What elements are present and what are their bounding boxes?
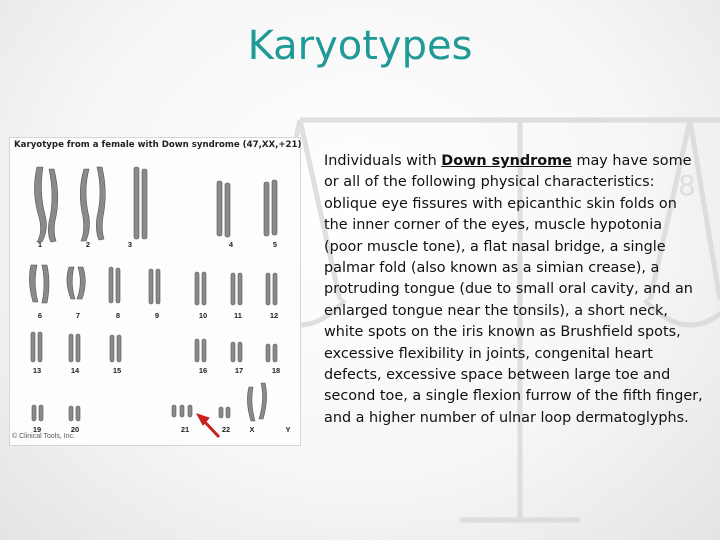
chromosome-label: 18 (271, 366, 281, 375)
karyotype-chromosomes (9, 137, 302, 444)
chromosome-label: 9 (154, 311, 160, 320)
chromosome-label: 22 (221, 425, 231, 434)
down-syndrome-term: Down syndrome (441, 153, 572, 169)
copyright-notice: © Clinical Tools, Inc. (12, 433, 75, 440)
body-description: may have some or all of the following physical characteristics: oblique eye fissures with epicanthic skin folds on the inner corner of the eyes, muscle hypotonia (poor muscle tone), a flat nasal bridge, a single palmar fold (also known as a simian crease), a protruding tongue (due to small oral cavity, and an enlarged tongue near the tonsils), a short neck, white spots on the iris known as Brushfield spots, excessive flexibility in joints, congenital heart defects, excessive space between large toe and second toe, a single flexion furrow of the fifth finger, and a higher number of ulnar loop dermatoglyphs. (324, 153, 703, 426)
chromosome-label: 14 (70, 366, 80, 375)
chromosome-label: 3 (127, 240, 133, 249)
chromosome-label: 11 (234, 311, 242, 320)
chromosome-label: 5 (272, 240, 278, 249)
chromosome-label: 12 (269, 311, 279, 320)
chromosome-label: 20 (70, 425, 80, 434)
karyotype-caption: Karyotype from a female with Down syndrome (47,XX,+21) (14, 140, 302, 150)
chromosome-label: 2 (85, 240, 91, 249)
chromosome-label: 13 (32, 366, 42, 375)
chromosome-label: X (249, 425, 255, 434)
chromosome-label: 15 (112, 366, 122, 375)
body-paragraph (324, 151, 704, 429)
chromosome-label: 8 (115, 311, 121, 320)
chromosome-label: 4 (228, 240, 234, 249)
chromosome-label: 1 (37, 240, 43, 249)
chromosome-label: Y (285, 425, 291, 434)
chromosome-label: 16 (198, 366, 208, 375)
chromosome-label: 19 (32, 425, 42, 434)
chromosome-label: 21 (180, 425, 190, 434)
chromosome-label: 10 (198, 311, 208, 320)
chromosome-label: 7 (75, 311, 81, 320)
chromosome-label: 17 (234, 366, 244, 375)
svg-text:8: 8 (678, 169, 696, 202)
chromosome-label: 6 (37, 311, 43, 320)
body-intro: Individuals with (324, 153, 442, 169)
slide-title: Karyotypes (247, 23, 473, 69)
